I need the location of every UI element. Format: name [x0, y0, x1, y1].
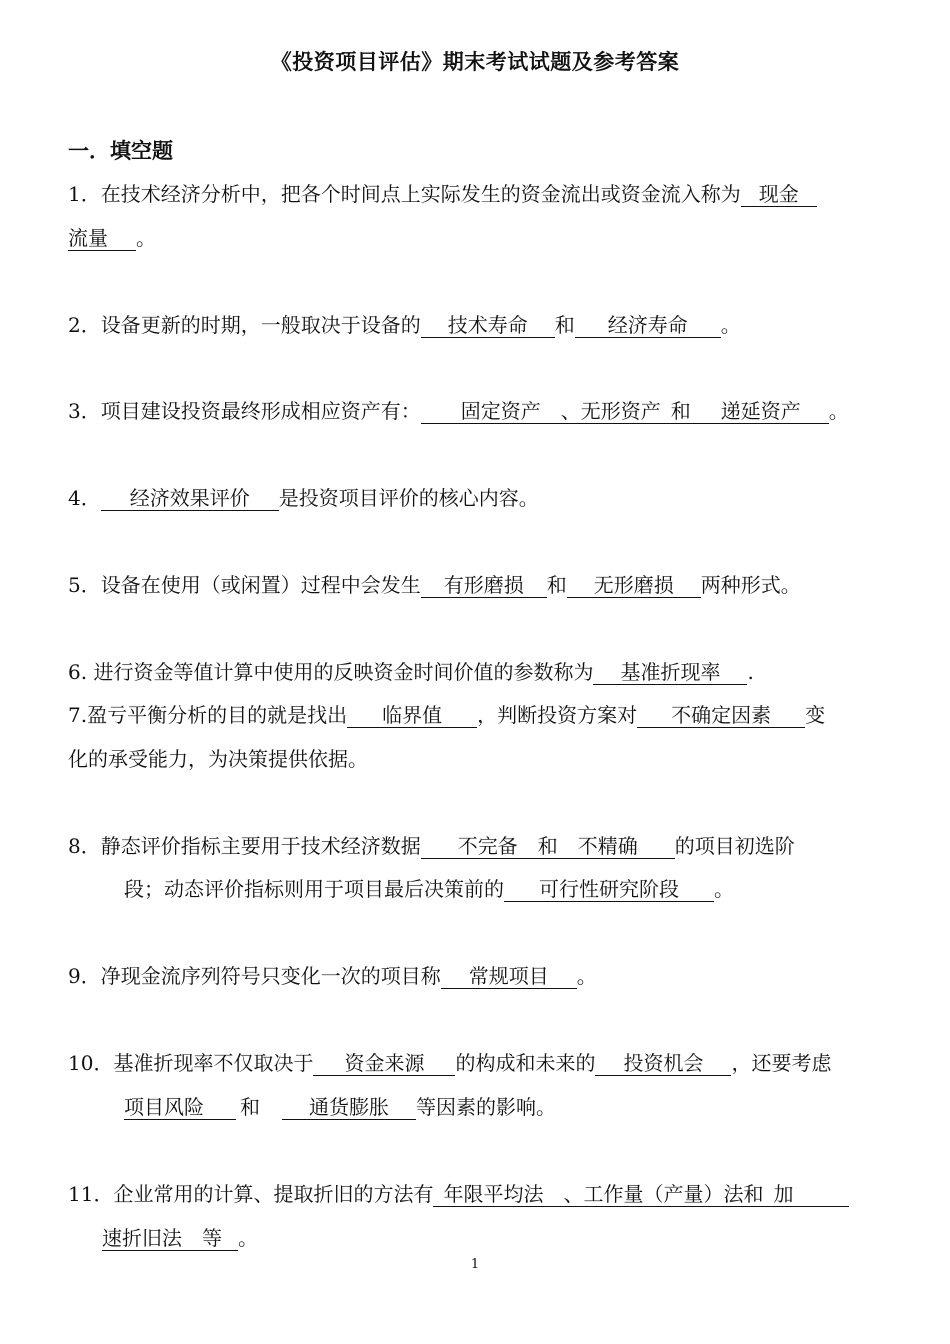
- answer-blank: 经济寿命: [575, 313, 721, 338]
- question-7-line-2: [68, 746, 368, 772]
- answer-blank: 现金: [741, 182, 817, 207]
- question-text: 是投资项目评价的核心内容。: [278, 486, 539, 510]
- question-1-line-1: [68, 181, 817, 207]
- question-text: 的项目初选阶: [674, 834, 795, 858]
- question-text: ，判断投资方案对: [477, 703, 638, 727]
- question-8-line-1: [68, 833, 795, 859]
- question-text: 10．基准折现率不仅取决于: [68, 1051, 314, 1075]
- answer-text: 递延资产: [720, 399, 801, 423]
- question-text: 和: [546, 573, 567, 597]
- question-text: 3．项目建设投资最终形成相应资产有：: [68, 399, 421, 423]
- answer-blank: 技术寿命: [421, 313, 555, 338]
- question-9: [68, 963, 597, 989]
- answer-blank: 资金来源: [313, 1051, 455, 1076]
- answer-blank-group: [421, 399, 829, 424]
- question-text: 。: [828, 399, 849, 423]
- question-3: [68, 398, 849, 424]
- answer-blank: 有形磨损: [421, 573, 547, 598]
- question-8-line-2: [124, 876, 734, 902]
- answer-text: 和: [670, 399, 691, 423]
- question-text: 2．设备更新的时期，一般取决于设备的: [68, 313, 421, 337]
- answer-blank: 经济效果评价: [101, 486, 279, 511]
- question-10-line-1: [68, 1050, 831, 1076]
- answer-text: 速折旧法: [102, 1226, 182, 1250]
- answer-blank: 不确定因素: [637, 703, 805, 728]
- answer-text: 和: [537, 834, 558, 858]
- answer-text: 不精确: [577, 834, 638, 858]
- question-11-line-1: [68, 1181, 849, 1207]
- question-text: 1．在技术经济分析中，把各个时间点上实际发生的资金流出或资金流入称为: [68, 182, 741, 206]
- answer-blank: 无形磨损: [567, 573, 701, 598]
- section-heading: 一．填空题: [68, 139, 173, 163]
- question-2: [68, 312, 741, 338]
- question-text: 两种形式。: [700, 573, 801, 597]
- question-7-line-1: [68, 702, 825, 728]
- question-1-line-2: [68, 225, 156, 251]
- question-text: 6. 进行资金等值计算中使用的反映资金时间价值的参数称为: [68, 660, 594, 684]
- question-text: 。: [136, 226, 156, 250]
- question-4: [68, 485, 539, 511]
- question-text: 11．企业常用的计算、提取折旧的方法有: [68, 1182, 434, 1206]
- question-6: [68, 659, 754, 685]
- question-text: 。: [720, 313, 741, 337]
- answer-blank: 项目风险: [124, 1095, 236, 1120]
- question-text: ，还要考虑: [731, 1051, 832, 1075]
- question-text: 8．静态评价指标主要用于技术经济数据: [68, 834, 421, 858]
- question-5: [68, 572, 801, 598]
- answer-blank: 投资机会: [595, 1051, 731, 1076]
- answer-blank-group: [421, 834, 675, 859]
- question-text: 变: [805, 703, 826, 727]
- answer-blank: 可行性研究阶段: [504, 877, 714, 902]
- question-text: 9．净现金流序列符号只变化一次的项目称: [68, 964, 441, 988]
- question-text: 。: [576, 964, 597, 988]
- answer-text: 固定资产: [460, 399, 541, 423]
- question-text: .: [747, 660, 754, 684]
- question-text: 化的承受能力，为决策提供依据。: [68, 747, 368, 771]
- question-text: 。: [238, 1226, 258, 1250]
- answer-blank: 流量: [68, 226, 136, 251]
- question-11-line-2: [102, 1225, 258, 1251]
- question-text: 。: [714, 877, 734, 901]
- question-text: 5．设备在使用（或闲置）过程中会发生: [68, 573, 421, 597]
- question-text: 7.盈亏平衡分析的目的就是找出: [68, 703, 348, 727]
- answer-blank: 通货膨胀: [282, 1095, 416, 1120]
- question-text: 的构成和未来的: [455, 1051, 596, 1075]
- answer-blank-group: [102, 1226, 238, 1251]
- question-10-line-2: [124, 1094, 556, 1120]
- page-number: 1: [470, 1257, 480, 1272]
- answer-text: 等: [202, 1226, 222, 1250]
- question-text: 段；动态评价指标则用于项目最后决策前的: [124, 877, 504, 901]
- question-text: 4．: [68, 486, 101, 510]
- answer-text: 加: [773, 1182, 794, 1206]
- question-text: 和: [240, 1095, 260, 1119]
- question-text: 和: [554, 313, 575, 337]
- answer-text: 、无形资产: [560, 399, 661, 423]
- answer-text: 、工作量（产量）法和: [563, 1182, 764, 1206]
- answer-blank: 临界值: [347, 703, 477, 728]
- document-title: 《投资项目评估》期末考试试题及参考答案: [270, 50, 680, 74]
- answer-blank-group: [433, 1182, 849, 1207]
- answer-text: 年限平均法: [443, 1182, 544, 1206]
- question-text: 等因素的影响。: [416, 1095, 556, 1119]
- answer-text: 不完备: [457, 834, 518, 858]
- answer-blank: 常规项目: [441, 964, 577, 989]
- answer-blank: 基准折现率: [593, 660, 747, 685]
